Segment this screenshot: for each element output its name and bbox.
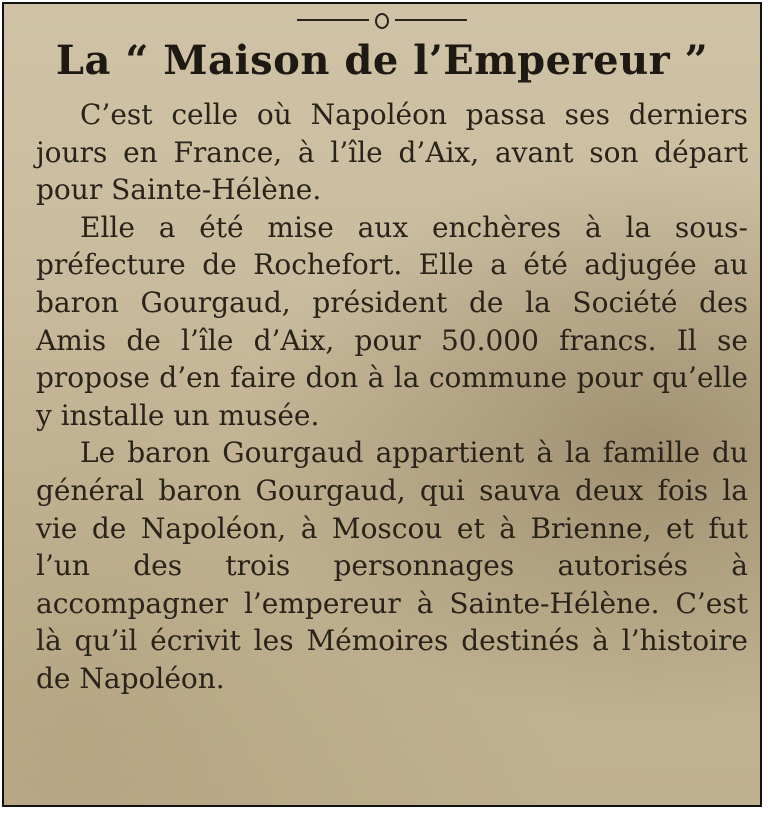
- ornamental-divider: [297, 12, 467, 28]
- newspaper-clipping: [2, 2, 762, 807]
- divider-rule-left: [297, 19, 369, 21]
- article-paragraph: C’est celle où Napoléon passa ses derniers jours en France, à l’île d’Aix, avant son départ pour Sainte-Hélène.: [36, 98, 748, 207]
- article-body: [36, 96, 748, 698]
- divider-ornament-icon: [375, 13, 389, 29]
- article-paragraph: Le baron Gourgaud appartient à la famille du général baron Gourgaud, qui sauva deux fois la vie de Napoléon, à Moscou et à Brienne, et fut l’un des trois personnages autorisés à accompagner l’empereur à Sainte-Hélène. C’est là qu’il écrivit les Mémoires destinés à l’histoire de Napoléon.: [36, 436, 748, 695]
- article-title: La “ Maison de l’Empereur ”: [55, 37, 709, 84]
- article-paragraph: Elle a été mise aux enchères à la sous-préfecture de Rochefort. Elle a été adjugée au baron Gourgaud, président de la Société des Amis de l’île d’Aix, pour 50.000 francs. Il se propose d’en faire don à la commune pour qu’elle y installe un musée.: [36, 210, 748, 432]
- divider-rule-right: [395, 19, 467, 21]
